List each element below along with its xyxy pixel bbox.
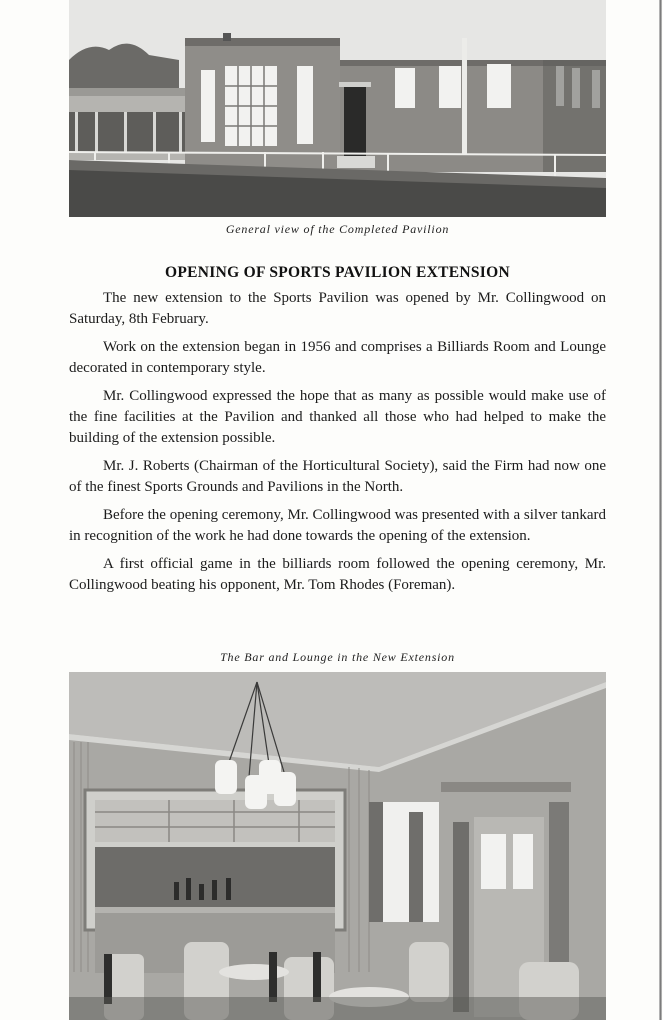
article-headline: OPENING OF SPORTS PAVILION EXTENSION — [164, 264, 510, 281]
bar-lounge-photo — [69, 672, 606, 1020]
article-paragraph: Mr. J. Roberts (Chairman of the Horticultural Society), said the Firm had now one of the finest Sports Grounds and Pavilions in the North. — [69, 458, 606, 495]
lamp-post — [462, 38, 467, 154]
article — [69, 264, 606, 603]
curtain — [453, 822, 469, 1012]
bar-counter — [95, 907, 335, 913]
article-paragraph: The new extension to the Sports Pavilion was opened by Mr. Collingwood on Saturday, 8th February. — [69, 290, 606, 327]
pavilion-exterior-illustration — [69, 0, 606, 217]
pavilion-exterior-photo — [69, 0, 606, 217]
article-paragraph: Before the opening ceremony, Mr. Collingwood was presented with a silver tankard in recognition of the work he had done towards the opening of the extension. — [69, 507, 606, 544]
article-paragraph: A first official game in the billiards room followed the opening ceremony, Mr. Collingwood beating his opponent, Mr. Tom Rhodes (Foreman). — [69, 556, 606, 593]
article-paragraph: Work on the extension began in 1956 and comprises a Billiards Room and Lounge decorated in contemporary style. — [69, 339, 606, 376]
bottom-photo-caption: The Bar and Lounge in the New Extension — [220, 650, 455, 664]
page-edge-shadow — [659, 0, 662, 1020]
door — [344, 86, 366, 156]
bar-lounge-illustration — [69, 672, 606, 1020]
article-paragraph: Mr. Collingwood expressed the hope that as many as possible would make use of the fine facilities at the Pavilion and thanked all those who had helped to make the building of the extension possible. — [69, 388, 606, 446]
top-photo-caption: General view of the Completed Pavilion — [225, 222, 450, 236]
